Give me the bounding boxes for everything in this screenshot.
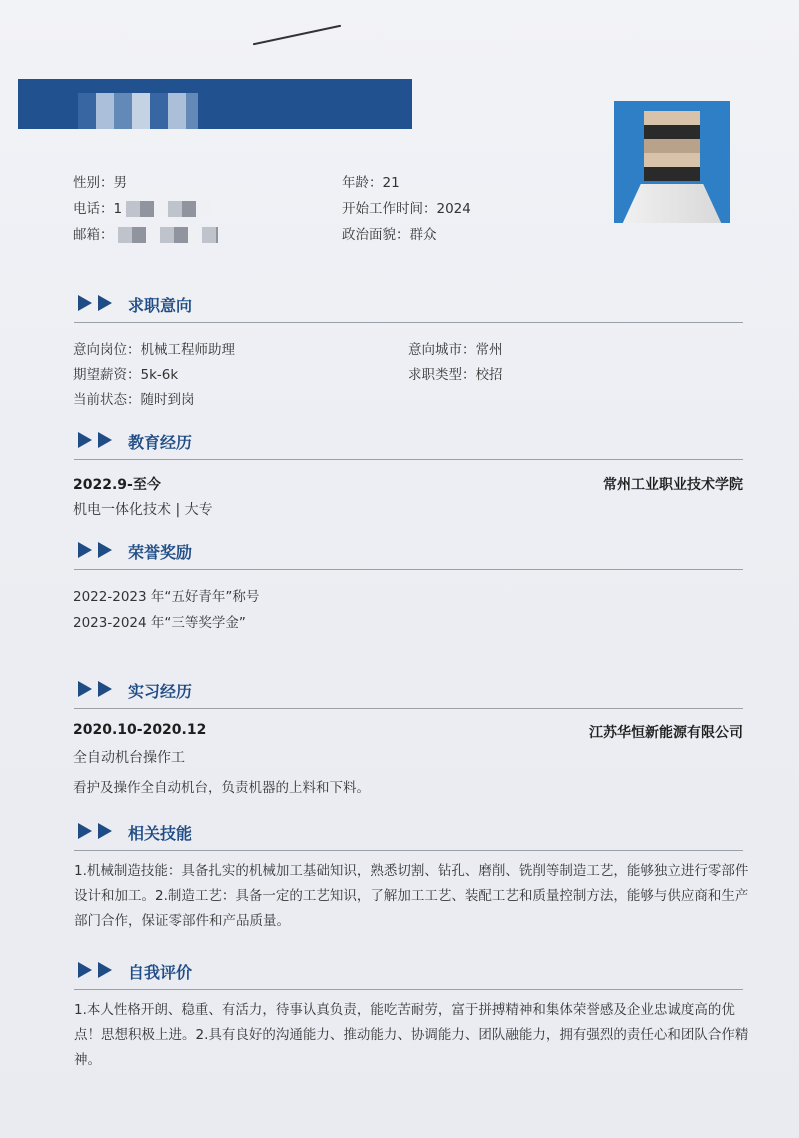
section-self-eval	[74, 958, 743, 986]
internship-desc: 看护及操作全自动机台，负责机器的上料和下料。	[73, 780, 370, 796]
phone	[73, 197, 210, 217]
email	[73, 223, 218, 243]
double-play-arrow-icon	[78, 432, 118, 448]
section-honors	[74, 538, 743, 566]
phone-label: 电话：1	[73, 201, 123, 217]
phone-redacted	[126, 201, 210, 217]
intent-position: 意向岗位：机械工程师助理	[73, 342, 235, 358]
double-play-arrow-icon	[78, 542, 118, 558]
section-education	[74, 428, 743, 456]
pen-mark	[253, 25, 341, 46]
name-banner	[18, 79, 412, 129]
photo-face-redacted	[644, 111, 700, 181]
section-title: 求职意向	[128, 296, 193, 315]
section-divider	[74, 569, 743, 570]
section-internship	[74, 677, 743, 705]
profile-photo	[614, 101, 730, 223]
section-title: 教育经历	[128, 433, 193, 452]
honor-item: 2023-2024 年“三等奖学金”	[73, 615, 246, 631]
skills-text: 1.机械制造技能：具备扎实的机械加工基础知识，熟悉切割、钻孔、磨削、铣削等制造工艺，能够独立进行零部件设计和加工。2.制造工艺：具备一定的工艺知识，了解加工工艺、装配工艺和质量控制方法，能够与供应商和生产部门合作，保证零部件和产品质量。	[74, 863, 749, 929]
internship-role: 全自动机台操作工	[73, 750, 185, 766]
email-label: 邮箱：	[73, 227, 114, 243]
double-play-arrow-icon	[78, 295, 118, 311]
section-title: 相关技能	[128, 824, 193, 843]
gender: 性别：男	[73, 175, 127, 191]
work-start: 开始工作时间：2024	[342, 201, 471, 217]
double-play-arrow-icon	[78, 823, 118, 839]
intent-type: 求职类型：校招	[408, 367, 503, 383]
honor-item: 2022-2023 年“五好青年”称号	[73, 589, 260, 605]
internship-company: 江苏华恒新能源有限公司	[589, 725, 743, 741]
age: 年龄：21	[342, 175, 400, 191]
education-major: 机电一体化技术 | 大专	[73, 502, 213, 518]
self-eval-text: 1.本人性格开朗、稳重、有活力，待事认真负责，能吃苦耐劳，富于拼搏精神和集体荣誉感及企业忠诚度高的优点！思想积极上进。2.具有良好的沟通能力、推动能力、协调能力、团队融能力，拥有强烈的责任心和团队合作精神。	[74, 1002, 749, 1068]
double-play-arrow-icon	[78, 962, 118, 978]
intent-city: 意向城市：常州	[408, 342, 503, 358]
section-title: 荣誉奖励	[128, 543, 193, 562]
name-redacted	[78, 93, 198, 129]
section-divider	[74, 850, 743, 851]
education-period: 2022.9-至今	[73, 477, 161, 493]
section-divider	[74, 322, 743, 323]
section-divider	[74, 459, 743, 460]
intent-salary: 期望薪资：5k-6k	[73, 367, 179, 383]
political-status: 政治面貌：群众	[342, 227, 437, 243]
section-title: 实习经历	[128, 682, 193, 701]
section-skills	[74, 819, 743, 847]
section-divider	[74, 708, 743, 709]
double-play-arrow-icon	[78, 681, 118, 697]
email-redacted	[118, 227, 218, 243]
education-school: 常州工业职业技术学院	[603, 477, 743, 493]
intent-status: 当前状态：随时到岗	[73, 392, 195, 408]
internship-period: 2020.10-2020.12	[73, 722, 207, 738]
photo-shirt	[620, 179, 724, 223]
section-title: 自我评价	[128, 963, 193, 982]
section-intent	[74, 291, 743, 319]
section-divider	[74, 989, 743, 990]
